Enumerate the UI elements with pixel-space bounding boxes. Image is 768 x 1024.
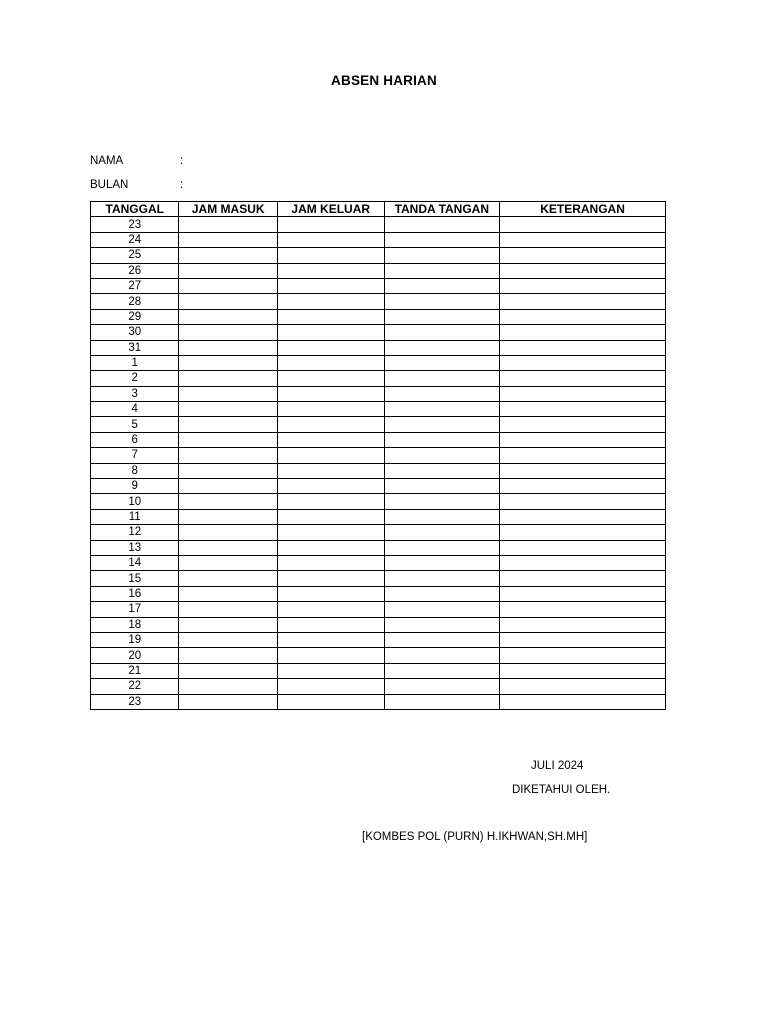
cell-tanda-tangan [384, 263, 500, 278]
cell-tanda-tangan [384, 386, 500, 401]
table-row [91, 432, 666, 447]
cell-jam-keluar [277, 309, 384, 324]
cell-tanggal: 29 [91, 309, 179, 324]
cell-tanda-tangan [384, 325, 500, 340]
cell-tanggal: 12 [91, 525, 179, 540]
cell-jam-keluar [277, 278, 384, 293]
cell-jam-masuk [179, 448, 278, 463]
cell-jam-masuk [179, 479, 278, 494]
cell-keterangan [500, 248, 666, 263]
cell-jam-keluar [277, 602, 384, 617]
cell-jam-keluar [277, 525, 384, 540]
cell-jam-keluar [277, 448, 384, 463]
table-row [91, 355, 666, 370]
cell-tanggal: 30 [91, 325, 179, 340]
cell-tanda-tangan [384, 509, 500, 524]
cell-tanggal: 7 [91, 448, 179, 463]
cell-tanda-tangan [384, 648, 500, 663]
cell-tanda-tangan [384, 355, 500, 370]
table-row [91, 479, 666, 494]
cell-jam-masuk [179, 417, 278, 432]
cell-tanda-tangan [384, 248, 500, 263]
cell-tanggal: 23 [91, 694, 179, 709]
table-row [91, 278, 666, 293]
cell-jam-keluar [277, 325, 384, 340]
cell-jam-keluar [277, 479, 384, 494]
cell-jam-masuk [179, 632, 278, 647]
cell-jam-keluar [277, 509, 384, 524]
table-row [91, 679, 666, 694]
cell-jam-masuk [179, 402, 278, 417]
cell-jam-masuk [179, 555, 278, 570]
cell-tanggal: 31 [91, 340, 179, 355]
cell-keterangan [500, 648, 666, 663]
header-keterangan: KETERANGAN [500, 202, 666, 217]
table-row [91, 386, 666, 401]
cell-tanggal: 1 [91, 355, 179, 370]
cell-jam-masuk [179, 571, 278, 586]
cell-jam-keluar [277, 463, 384, 478]
cell-tanda-tangan [384, 479, 500, 494]
cell-jam-masuk [179, 371, 278, 386]
table-row [91, 309, 666, 324]
header-jam-masuk: JAM MASUK [179, 202, 278, 217]
cell-tanggal: 6 [91, 432, 179, 447]
table-row [91, 232, 666, 247]
table-body [91, 217, 666, 710]
nama-label: NAMA [90, 155, 124, 167]
cell-jam-masuk [179, 232, 278, 247]
cell-tanggal: 27 [91, 278, 179, 293]
cell-jam-keluar [277, 402, 384, 417]
cell-tanggal: 10 [91, 494, 179, 509]
cell-jam-keluar [277, 294, 384, 309]
cell-jam-masuk [179, 355, 278, 370]
cell-jam-keluar [277, 371, 384, 386]
cell-jam-keluar [277, 248, 384, 263]
cell-jam-masuk [179, 494, 278, 509]
cell-tanda-tangan [384, 602, 500, 617]
cell-jam-keluar [277, 540, 384, 555]
table-row [91, 586, 666, 601]
cell-tanggal: 14 [91, 555, 179, 570]
cell-keterangan [500, 309, 666, 324]
cell-tanda-tangan [384, 525, 500, 540]
cell-keterangan [500, 340, 666, 355]
cell-tanggal: 5 [91, 417, 179, 432]
cell-tanda-tangan [384, 632, 500, 647]
cell-tanggal: 17 [91, 602, 179, 617]
table-row [91, 632, 666, 647]
cell-jam-keluar [277, 417, 384, 432]
cell-tanda-tangan [384, 309, 500, 324]
known-by-label: DIKETAHUI OLEH. [512, 784, 611, 796]
cell-tanda-tangan [384, 217, 500, 232]
bulan-colon: : [180, 179, 184, 191]
cell-keterangan [500, 479, 666, 494]
table-row [91, 448, 666, 463]
cell-tanda-tangan [384, 448, 500, 463]
cell-keterangan [500, 463, 666, 478]
table-row [91, 663, 666, 678]
cell-tanda-tangan [384, 679, 500, 694]
cell-keterangan [500, 617, 666, 632]
table-row [91, 555, 666, 570]
cell-keterangan [500, 263, 666, 278]
table-row [91, 263, 666, 278]
table-row [91, 402, 666, 417]
cell-jam-masuk [179, 248, 278, 263]
cell-jam-masuk [179, 309, 278, 324]
cell-keterangan [500, 217, 666, 232]
cell-jam-masuk [179, 617, 278, 632]
cell-jam-keluar [277, 555, 384, 570]
cell-tanda-tangan [384, 663, 500, 678]
cell-tanda-tangan [384, 617, 500, 632]
cell-jam-keluar [277, 679, 384, 694]
cell-jam-keluar [277, 232, 384, 247]
table-row [91, 417, 666, 432]
cell-tanda-tangan [384, 494, 500, 509]
header-tanda-tangan: TANDA TANGAN [384, 202, 500, 217]
cell-keterangan [500, 571, 666, 586]
cell-jam-keluar [277, 217, 384, 232]
cell-jam-masuk [179, 432, 278, 447]
cell-tanda-tangan [384, 586, 500, 601]
cell-tanggal: 8 [91, 463, 179, 478]
cell-jam-keluar [277, 663, 384, 678]
cell-jam-masuk [179, 325, 278, 340]
cell-tanggal: 21 [91, 663, 179, 678]
cell-jam-masuk [179, 602, 278, 617]
cell-tanggal: 25 [91, 248, 179, 263]
cell-tanggal: 26 [91, 263, 179, 278]
cell-tanggal: 3 [91, 386, 179, 401]
cell-tanda-tangan [384, 340, 500, 355]
cell-tanda-tangan [384, 294, 500, 309]
cell-tanggal: 15 [91, 571, 179, 586]
table-row [91, 494, 666, 509]
cell-tanda-tangan [384, 555, 500, 570]
cell-keterangan [500, 417, 666, 432]
cell-keterangan [500, 694, 666, 709]
cell-keterangan [500, 679, 666, 694]
table-row [91, 694, 666, 709]
cell-keterangan [500, 525, 666, 540]
cell-tanda-tangan [384, 402, 500, 417]
cell-tanggal: 23 [91, 217, 179, 232]
cell-keterangan [500, 232, 666, 247]
cell-jam-keluar [277, 632, 384, 647]
cell-jam-masuk [179, 586, 278, 601]
cell-jam-masuk [179, 386, 278, 401]
cell-tanda-tangan [384, 417, 500, 432]
cell-jam-masuk [179, 648, 278, 663]
table-row [91, 509, 666, 524]
cell-tanda-tangan [384, 540, 500, 555]
cell-tanggal: 19 [91, 632, 179, 647]
cell-keterangan [500, 555, 666, 570]
document-date: JULI 2024 [531, 760, 584, 772]
cell-jam-masuk [179, 509, 278, 524]
cell-jam-masuk [179, 679, 278, 694]
cell-jam-keluar [277, 694, 384, 709]
cell-tanggal: 28 [91, 294, 179, 309]
cell-tanda-tangan [384, 232, 500, 247]
cell-tanggal: 4 [91, 402, 179, 417]
cell-jam-keluar [277, 617, 384, 632]
cell-tanggal: 20 [91, 648, 179, 663]
cell-tanggal: 16 [91, 586, 179, 601]
table-row [91, 463, 666, 478]
cell-keterangan [500, 448, 666, 463]
cell-tanggal: 22 [91, 679, 179, 694]
bulan-label: BULAN [90, 179, 129, 191]
cell-jam-masuk [179, 525, 278, 540]
cell-jam-keluar [277, 340, 384, 355]
cell-keterangan [500, 432, 666, 447]
table-row [91, 540, 666, 555]
cell-keterangan [500, 294, 666, 309]
table-row [91, 525, 666, 540]
cell-keterangan [500, 540, 666, 555]
cell-tanda-tangan [384, 463, 500, 478]
cell-jam-masuk [179, 278, 278, 293]
table-row [91, 325, 666, 340]
cell-jam-masuk [179, 540, 278, 555]
cell-keterangan [500, 602, 666, 617]
cell-jam-keluar [277, 494, 384, 509]
cell-jam-masuk [179, 340, 278, 355]
cell-keterangan [500, 355, 666, 370]
cell-jam-masuk [179, 217, 278, 232]
cell-tanda-tangan [384, 278, 500, 293]
table-row [91, 571, 666, 586]
cell-keterangan [500, 586, 666, 601]
cell-jam-masuk [179, 694, 278, 709]
cell-tanda-tangan [384, 371, 500, 386]
cell-jam-keluar [277, 386, 384, 401]
cell-jam-keluar [277, 432, 384, 447]
document-title: ABSEN HARIAN [331, 73, 437, 88]
cell-jam-keluar [277, 648, 384, 663]
cell-keterangan [500, 402, 666, 417]
cell-tanggal: 11 [91, 509, 179, 524]
cell-tanggal: 24 [91, 232, 179, 247]
table-row [91, 617, 666, 632]
header-tanggal: TANGGAL [91, 202, 179, 217]
cell-keterangan [500, 325, 666, 340]
cell-keterangan [500, 663, 666, 678]
table-row [91, 602, 666, 617]
table-row [91, 340, 666, 355]
table-row [91, 248, 666, 263]
header-jam-keluar: JAM KELUAR [277, 202, 384, 217]
cell-tanda-tangan [384, 571, 500, 586]
cell-jam-masuk [179, 663, 278, 678]
cell-tanda-tangan [384, 432, 500, 447]
cell-tanda-tangan [384, 694, 500, 709]
cell-keterangan [500, 632, 666, 647]
cell-tanggal: 9 [91, 479, 179, 494]
nama-colon: : [180, 155, 184, 167]
cell-keterangan [500, 371, 666, 386]
cell-keterangan [500, 509, 666, 524]
table-row [91, 294, 666, 309]
cell-jam-masuk [179, 294, 278, 309]
cell-tanggal: 18 [91, 617, 179, 632]
table-row [91, 648, 666, 663]
cell-jam-keluar [277, 355, 384, 370]
cell-keterangan [500, 386, 666, 401]
cell-jam-keluar [277, 263, 384, 278]
cell-jam-keluar [277, 586, 384, 601]
cell-tanggal: 13 [91, 540, 179, 555]
table-row [91, 217, 666, 232]
attendance-table [90, 201, 666, 710]
cell-keterangan [500, 494, 666, 509]
cell-jam-masuk [179, 463, 278, 478]
table-header-row [91, 202, 666, 217]
cell-jam-masuk [179, 263, 278, 278]
table-row [91, 371, 666, 386]
cell-keterangan [500, 278, 666, 293]
signatory-name: [KOMBES POL (PURN) H.IKHWAN,SH.MH] [362, 831, 588, 843]
cell-tanggal: 2 [91, 371, 179, 386]
cell-jam-keluar [277, 571, 384, 586]
